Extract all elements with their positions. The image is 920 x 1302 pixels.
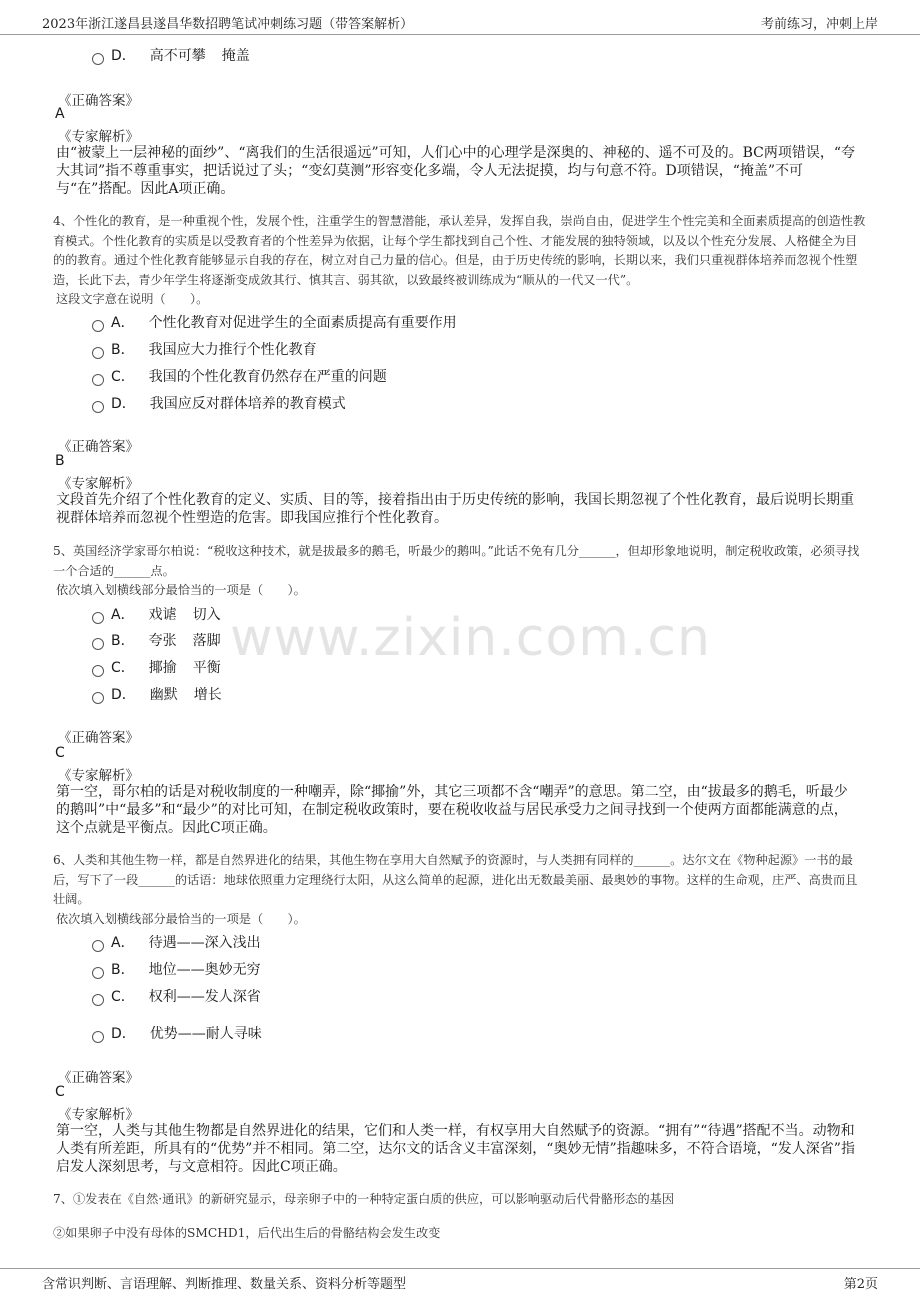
option-text: 地位——奥妙无穷: [148, 962, 261, 978]
radio-icon[interactable]: [92, 612, 104, 624]
q6-option-c[interactable]: [92, 985, 261, 1007]
option-word-2: 增长: [193, 687, 222, 703]
q4-stem: 4、个性化的教育，是一种重视个性，发展个性，注重学生的智慧潜能，承认差异，发挥自我，崇尚自由，促进学生个性完美和全面素质提高的创造性教育模式。个性化教育的实质是以受教育者的个性差异为依据，让每个学生都找到自己个性、才能发展的独特领域，以及以个性充分发展、人格健全为目的的教育。通过个性化教育能够显示自我的存在，树立对自己力量的信心。但是，由于历史传统的影响，长期以来，我们只重视群体培养而忽视个性塑造，长此下去，青少年学生将逐渐变成敛其行、慎其言、弱其欲，以致最终被训练成为“顺从的一代又一代”。: [53, 214, 866, 287]
option-word-2: 落脚: [192, 633, 221, 649]
option-word-2: 掩盖: [221, 48, 250, 64]
q5-option-d[interactable]: [92, 683, 222, 705]
radio-icon[interactable]: [92, 665, 104, 677]
radio-icon[interactable]: [92, 320, 104, 332]
option-text: 我国应大力推行个性化教育: [148, 342, 317, 358]
option-letter: B．: [111, 962, 135, 978]
option-letter: D．: [111, 48, 136, 64]
q5-option-c[interactable]: [92, 656, 221, 678]
footer-description: 含常识判断、言语理解、判断推理、数量关系、资料分析等题型: [42, 1277, 407, 1292]
page-header: [0, 8, 920, 35]
q7-statement-1: 7、①发表在《自然·通讯》的新研究显示，母亲卵子中的一种特定蛋白质的供应，可以影响驱动后代骨骼形态的基因: [53, 1192, 675, 1206]
option-word-1: 夸张: [148, 633, 177, 649]
q4-prompt: 这段文字意在说明（ ）。: [56, 292, 209, 306]
radio-icon[interactable]: [92, 374, 104, 386]
q3-explanation-label: 《专家解析》: [58, 129, 139, 145]
q4-option-b[interactable]: [92, 338, 317, 360]
option-text: 我国应反对群体培养的教育模式: [149, 396, 346, 412]
page-footer: [0, 1268, 920, 1297]
radio-icon[interactable]: [92, 940, 104, 952]
q6-stem: 6、人类和其他生物一样，都是自然界进化的结果，其他生物在享用大自然赋予的资源时，与人类拥有同样的______。达尔文在《物种起源》一书的最后，写下了一段______的话语：地球依照重力定理绕行太阳，从这么简单的起源，进化出无数最美丽、最奥妙的事物。这样的生命观，庄严、高贵而且壮阔。: [53, 853, 858, 906]
option-word-2: 切入: [192, 607, 221, 623]
q6-answer-value: C: [55, 1084, 65, 1100]
option-text: 我国的个性化教育仍然存在严重的问题: [148, 369, 387, 385]
option-letter: C．: [111, 660, 135, 676]
q4-answer-label: 《正确答案》: [58, 439, 139, 455]
q5-explanation-label: 《专家解析》: [58, 768, 139, 784]
option-text: 待遇——深入浅出: [148, 935, 261, 951]
radio-icon[interactable]: [92, 638, 104, 650]
option-word-2: 平衡: [192, 660, 221, 676]
option-word-1: 揶揄: [148, 660, 177, 676]
radio-icon[interactable]: [92, 692, 104, 704]
radio-icon[interactable]: [92, 53, 104, 65]
q6-answer-label: 《正确答案》: [58, 1070, 139, 1086]
option-letter: A．: [111, 607, 135, 623]
option-word-1: 幽默: [149, 687, 178, 703]
option-letter: D．: [111, 396, 136, 412]
option-letter: D．: [111, 1026, 136, 1042]
q3-option-d[interactable]: [92, 44, 250, 66]
option-text: 权利——发人深省: [148, 989, 261, 1005]
q6-option-d[interactable]: [92, 1022, 262, 1044]
option-letter: D．: [111, 687, 136, 703]
q4-option-d[interactable]: [92, 392, 346, 414]
option-letter: C．: [111, 989, 135, 1005]
q5-option-b[interactable]: [92, 629, 221, 651]
radio-icon[interactable]: [92, 347, 104, 359]
q5-answer-value: C: [55, 745, 65, 761]
q6-option-b[interactable]: [92, 958, 261, 980]
q6-explanation: 第一空，人类与其他生物都是自然界进化的结果，它们和人类一样，有权享用大自然赋予的资源。“拥有”“待遇”搭配不当。动物和人类有所差距，所具有的“优势”并不相同。第二空，达尔文的话含义丰富深刻，“奥妙无情”指趣味多，不符合语境，“发人深省”指启发人深刻思考，与文意相符。因此C项正确。: [56, 1123, 855, 1175]
radio-icon[interactable]: [92, 1031, 104, 1043]
radio-icon[interactable]: [92, 994, 104, 1006]
q4-option-a[interactable]: [92, 311, 457, 333]
q6-option-a[interactable]: [92, 931, 261, 953]
option-text: 优势——耐人寻味: [149, 1026, 262, 1042]
watermark: www.zixin.com.cn: [230, 608, 711, 668]
q4-explanation: 文段首先介绍了个性化教育的定义、实质、目的等，接着指出由于历史传统的影响，我国长期忽视了个性化教育，最后说明长期重视群体培养而忽视个性塑造的危害。即我国应推行个性化教育。: [56, 492, 854, 526]
header-title: 2023年浙江遂昌县遂昌华数招聘笔试冲刺练习题（带答案解析）: [42, 17, 414, 32]
q5-stem: 5、英国经济学家哥尔柏说：“税收这种技术，就是拔最多的鹅毛，听最少的鹅叫。”此话不免有几分______，但却形象地说明，制定税收政策，必须寻找一个合适的______点。: [53, 544, 860, 578]
radio-icon[interactable]: [92, 967, 104, 979]
q7-statement-2: ②如果卵子中没有母体的SMCHD1，后代出生后的骨骼结构会发生改变: [53, 1226, 441, 1240]
radio-icon[interactable]: [92, 401, 104, 413]
q5-answer-label: 《正确答案》: [58, 730, 139, 746]
option-text: 个性化教育对促进学生的全面素质提高有重要作用: [148, 315, 457, 331]
q4-option-c[interactable]: [92, 365, 387, 387]
q3-answer-value: A: [55, 106, 65, 122]
option-word-1: 戏谑: [148, 607, 177, 623]
option-word-1: 高不可攀: [149, 48, 206, 64]
option-letter: B．: [111, 342, 135, 358]
q4-answer-value: B: [55, 453, 65, 469]
option-letter: A．: [111, 315, 135, 331]
option-letter: A．: [111, 935, 135, 951]
q5-prompt: 依次填入划横线部分最恰当的一项是（ ）。: [56, 583, 306, 597]
option-letter: B．: [111, 633, 135, 649]
q5-explanation: 第一空，哥尔柏的话是对税收制度的一种嘲弄，除“揶揄”外，其它三项都不含“嘲弄”的意思。第二空，由“拔最多的鹅毛，听最少的鹅叫”中“最多”和“最少”的对比可知，在制定税收政策时，要在税收收益与居民承受力之间寻找到一个使两方面都能满意的点，这个点就是平衡点。因此C项正确。: [56, 784, 848, 836]
q5-option-a[interactable]: [92, 603, 221, 625]
option-letter: C．: [111, 369, 135, 385]
header-slogan: 考前练习，冲刺上岸: [760, 17, 878, 32]
q6-explanation-label: 《专家解析》: [58, 1107, 139, 1123]
q4-explanation-label: 《专家解析》: [58, 476, 139, 492]
page-number: 第2页: [843, 1277, 878, 1292]
q3-explanation: 由“被蒙上一层神秘的面纱”、“离我们的生活很遥远”可知，人们心中的心理学是深奥的、神秘的、遥不可及的。BC两项错误，“夸大其词”指不尊重事实，把话说过了头；“变幻莫测”形容变化多端，令人无法捉摸，均与句意不符。D项错误，“掩盖”不可与“在”搭配。因此A项正确。: [56, 145, 856, 197]
q6-prompt: 依次填入划横线部分最恰当的一项是（ ）。: [56, 912, 306, 926]
q3-answer-label: 《正确答案》: [58, 93, 139, 109]
